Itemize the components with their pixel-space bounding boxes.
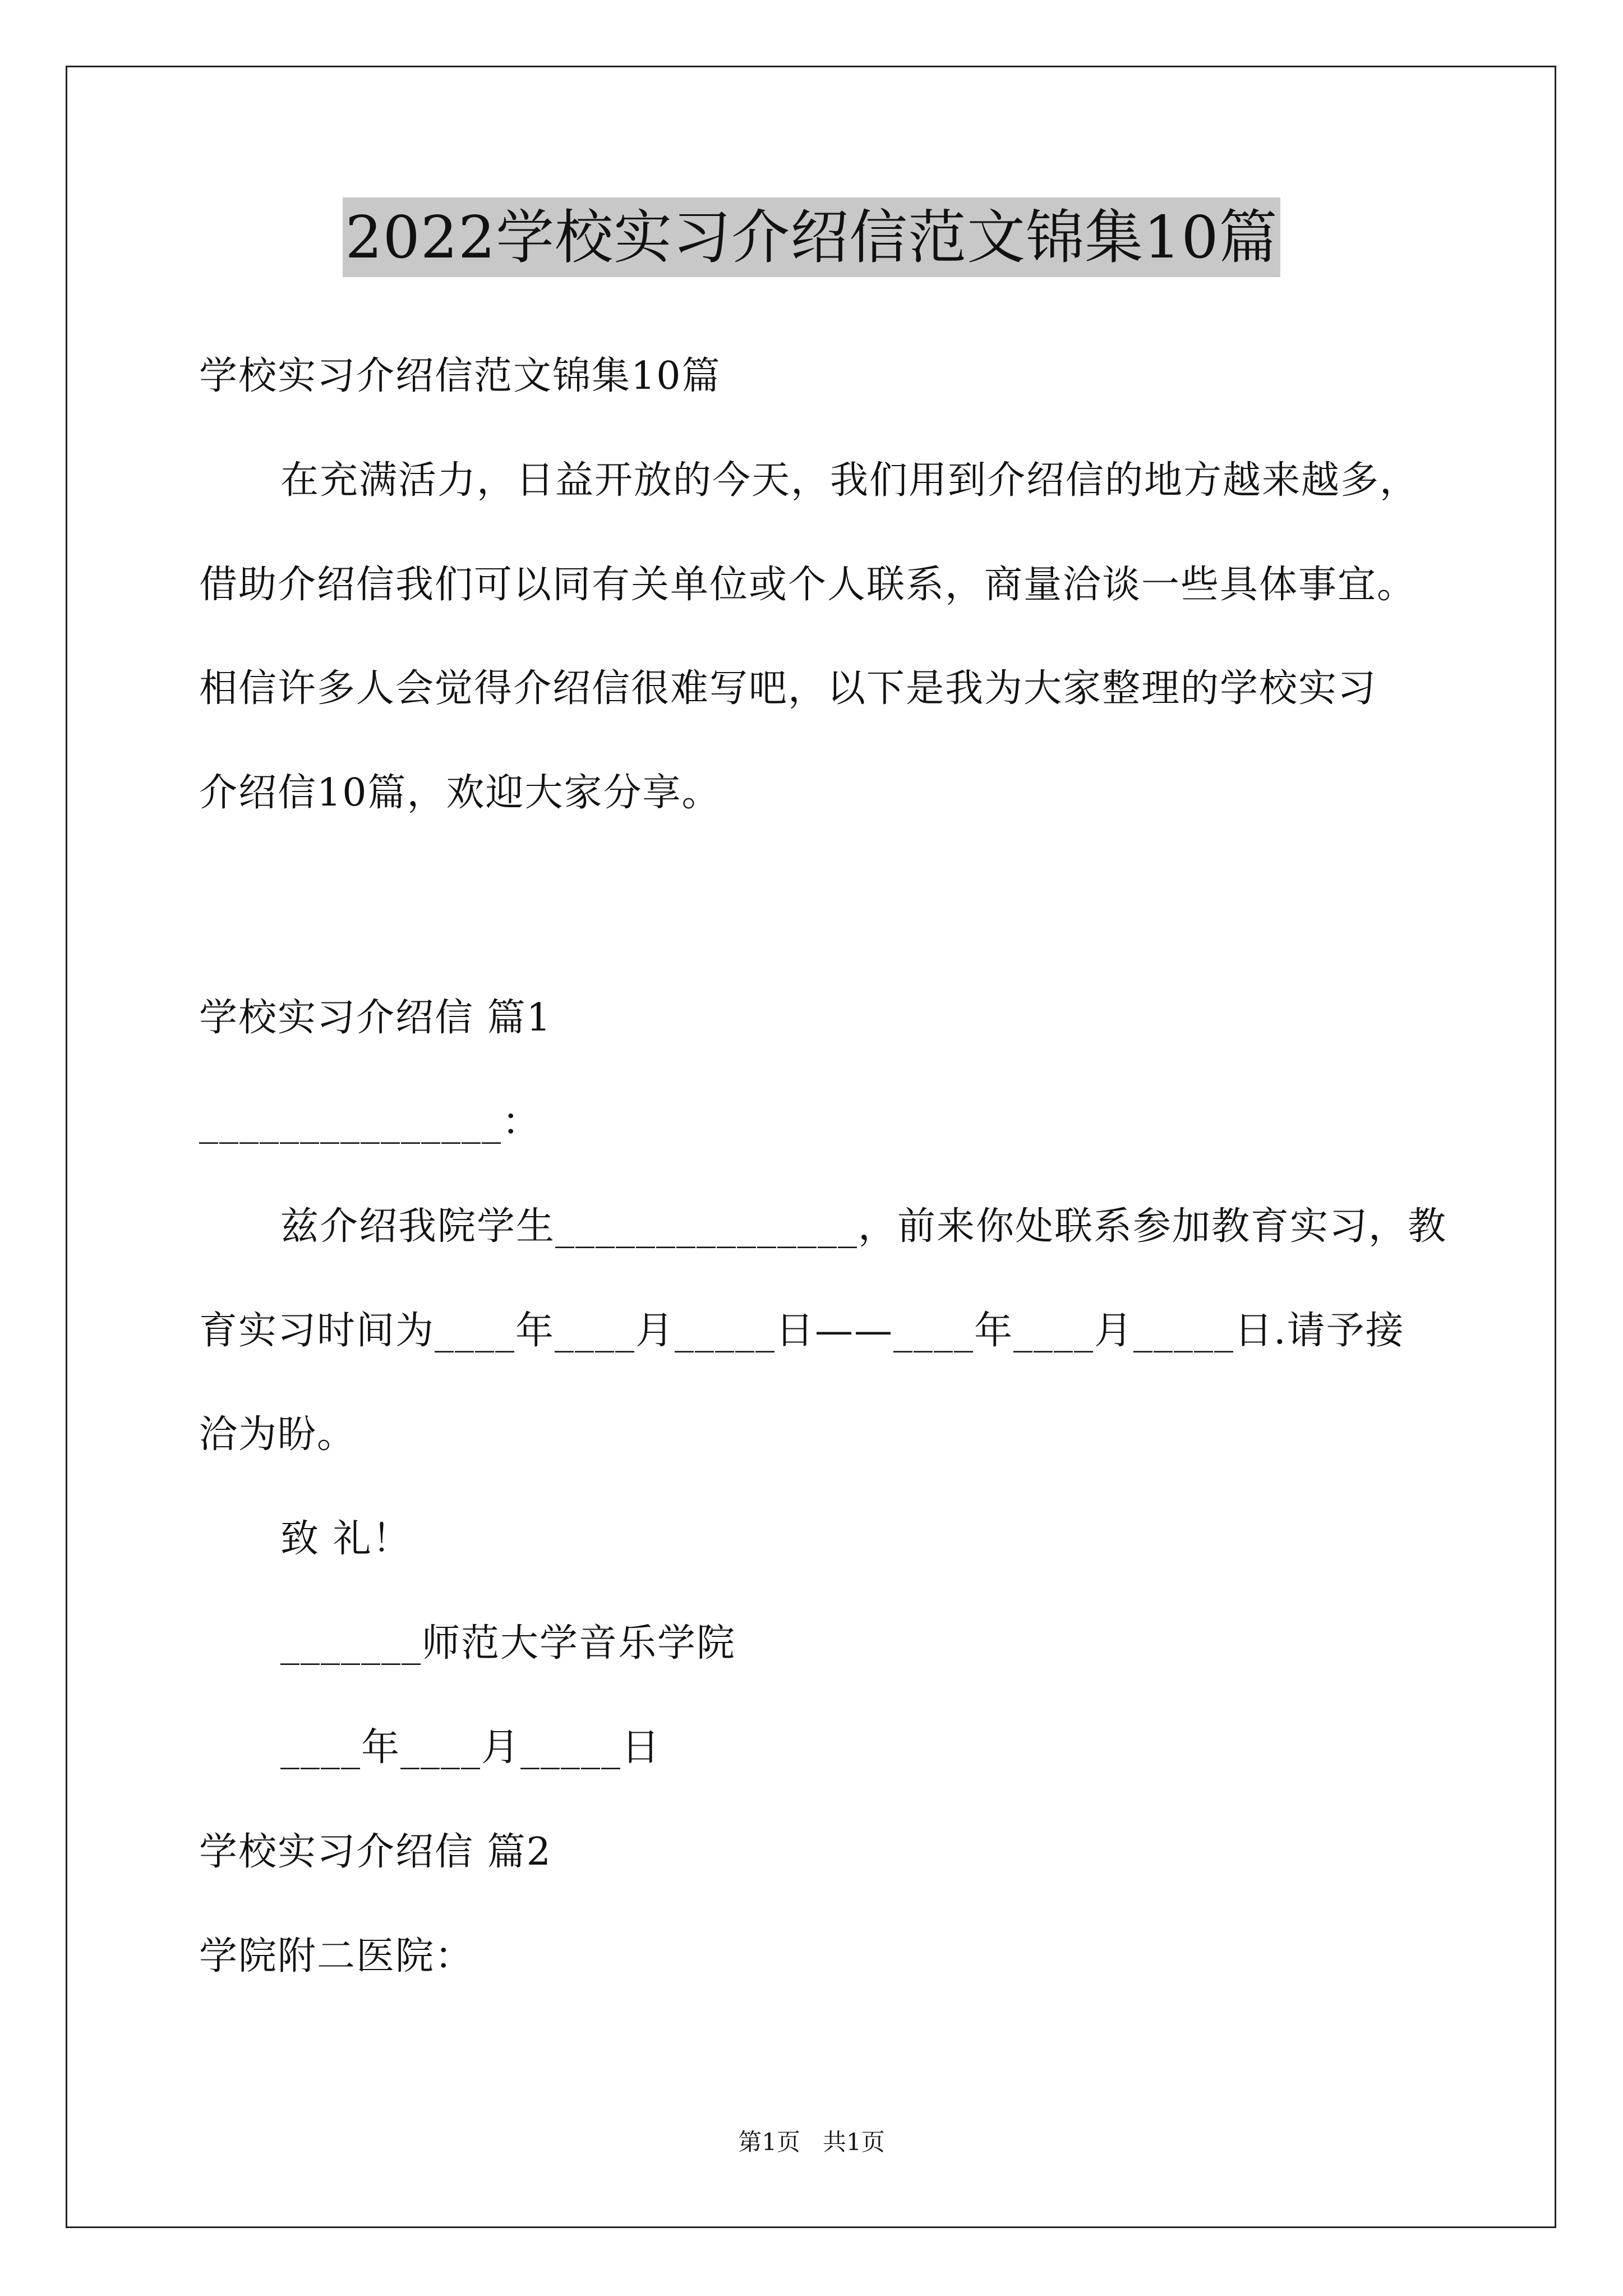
intro-paragraph-line: 介绍信10篇，欢迎大家分享。 <box>199 771 721 815</box>
intro-paragraph-line: 借助介绍信我们可以同有关单位或个人联系，商量洽谈一些具体事宜。 <box>199 563 1417 607</box>
letter1-body-line: 育实习时间为____年____月_____日——____年____月_____日.请予接 <box>199 1309 1405 1353</box>
letter1-heading: 学校实习介绍信 篇1 <box>199 996 552 1040</box>
letter1-body-line: 洽为盼。 <box>199 1412 357 1457</box>
letter1-closing: 致 礼！ <box>280 1517 412 1561</box>
intro-paragraph-line: 相信许多人会觉得介绍信很难写吧，以下是我为大家整理的学校实习 <box>199 666 1377 711</box>
letter1-date: ____年____月_____日 <box>280 1726 661 1770</box>
letter2-heading: 学校实习介绍信 篇2 <box>199 1830 552 1874</box>
letter2-recipient: 学院附二医院： <box>199 1934 474 1978</box>
document-subtitle: 学校实习介绍信范文锦集10篇 <box>199 354 721 398</box>
letter1-body-line: 兹介绍我院学生_______________，前来你处联系参加教育实习，教 <box>280 1204 1447 1249</box>
page-footer: 第1页 共1页 <box>738 2128 885 2156</box>
document-title: 2022学校实习介绍信范文锦集10篇 <box>343 197 1280 277</box>
title-container <box>0 197 1623 277</box>
letter1-sender: _______师范大学音乐学院 <box>280 1621 736 1665</box>
letter1-recipient: _______________： <box>199 1100 542 1144</box>
intro-paragraph-line: 在充满活力，日益开放的今天，我们用到介绍信的地方越来越多， <box>280 458 1419 503</box>
